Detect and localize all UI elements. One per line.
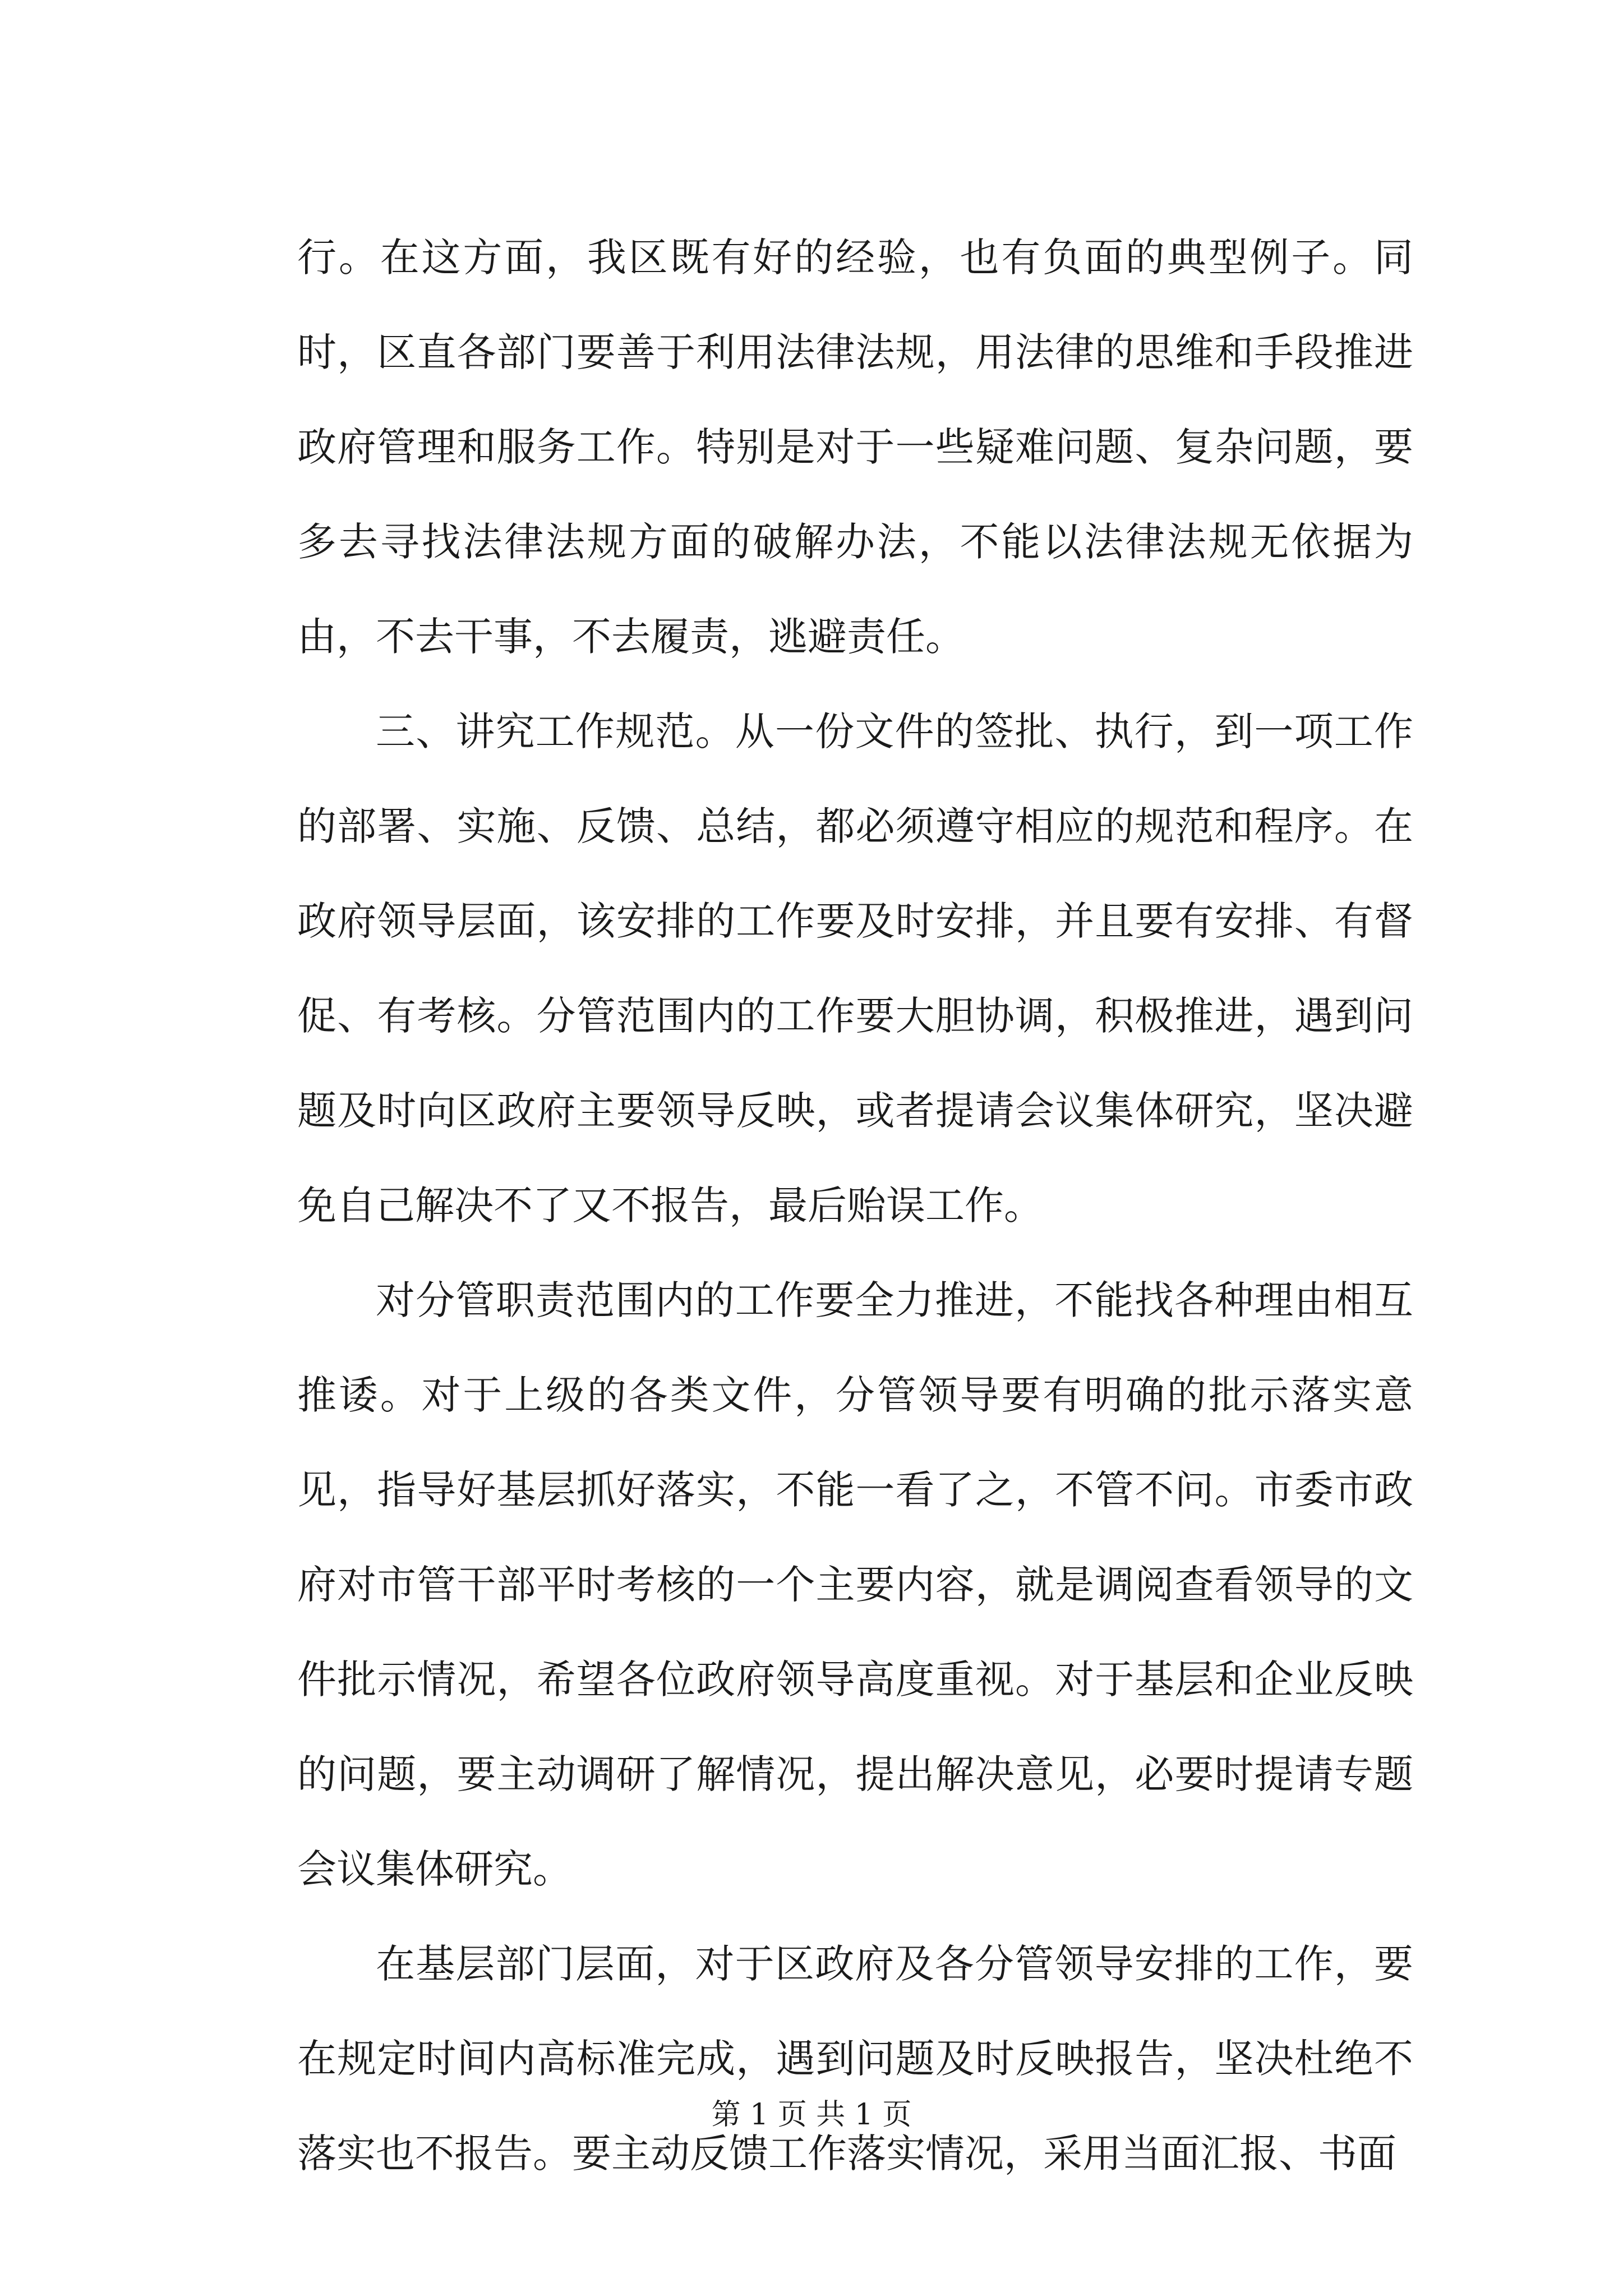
paragraph-3: 对分管职责范围内的工作要全力推进，不能找各种理由相互推诿。对于上级的各类文件，分管领导要有明确的批示落实意见，指导好基层抓好落实，不能一看了之，不管不问。市委市政府对市管干部平时考核的一个主要内容，就是调阅查看领导的文件批示情况，希望各位政府领导高度重视。对于基层和企业反映的问题，要主动调研了解情况，提出解决意见，必要时提请专题会议集体研究。 xyxy=(297,1277,1413,1892)
paragraph-1: 行。在这方面，我区既有好的经验，也有负面的典型例子。同时，区直各部门要善于利用法律法规，用法律的思维和手段推进政府管理和服务工作。特别是对于一些疑难问题、复杂问题，要多去寻找法律法规方面的破解办法，不能以法律法规无依据为由，不去干事，不去履责，逃避责任。 xyxy=(297,234,1413,660)
paragraph-4: 在基层部门层面，对于区政府及各分管领导安排的工作，要在规定时间内高标准完成，遇到问题及时反映报告，坚决杜绝不落实也不报告。要主动反馈工作落实情况，采用当面汇报、书面 xyxy=(297,1941,1413,2177)
paragraph-2: 三、讲究工作规范。从一份文件的签批、执行，到一项工作的部署、实施、反馈、总结，都必须遵守相应的规范和程序。在政府领导层面，该安排的工作要及时安排，并且要有安排、有督促、有考核。分管范围内的工作要大胆协调，积极推进，遇到问题及时向区政府主要领导反映，或者提请会议集体研究，坚决避免自己解决不了又不报告，最后贻误工作。 xyxy=(297,708,1413,1228)
document-body xyxy=(297,210,1413,2201)
page-footer: 第 1 页 共 1 页 xyxy=(711,2098,912,2132)
